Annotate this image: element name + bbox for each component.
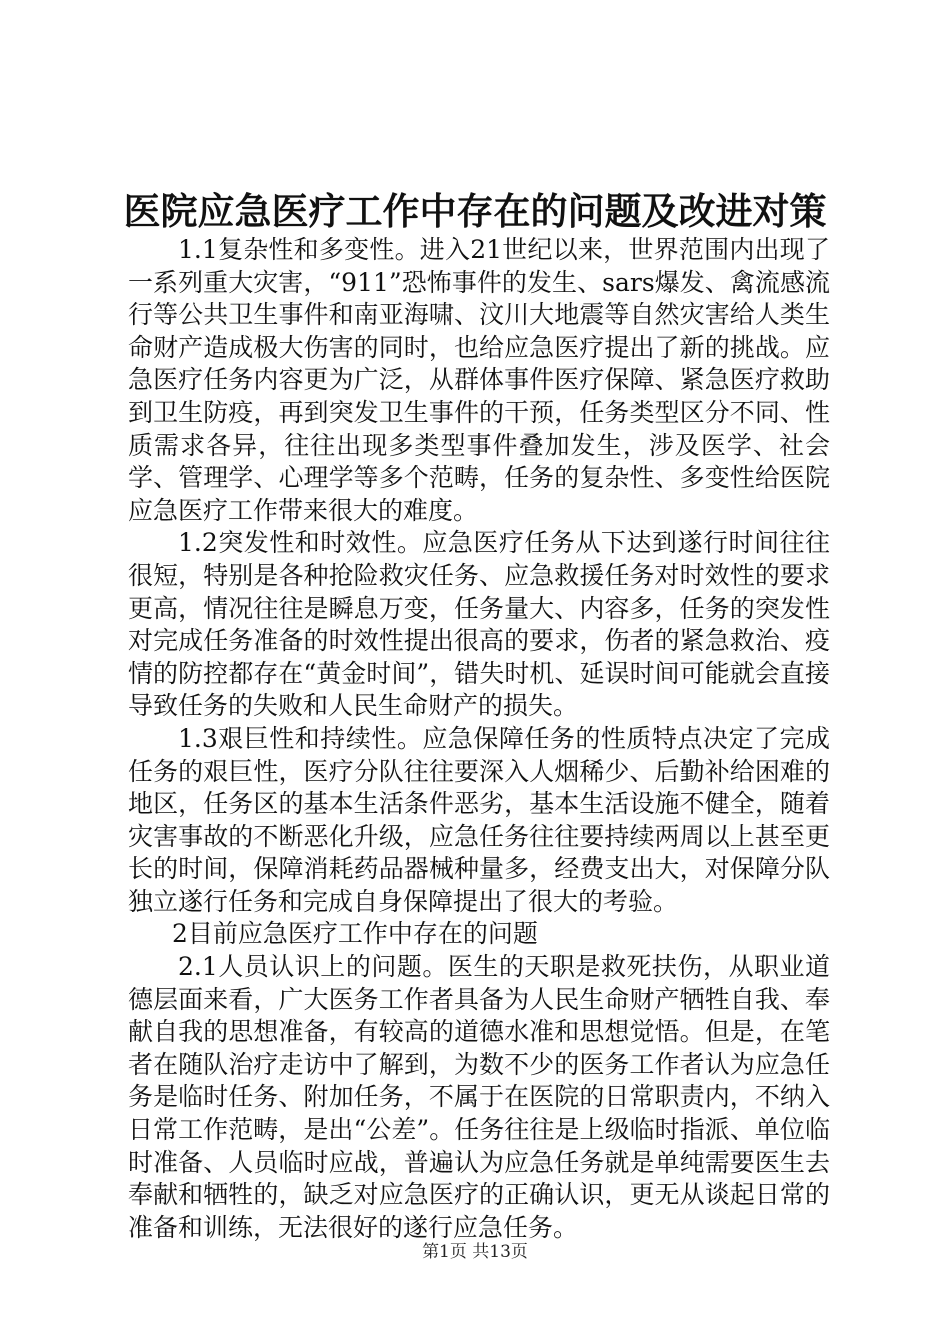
document-title: 医院应急医疗工作中存在的问题及改进对策 [123,189,827,233]
paragraph-1-1: 1.1复杂性和多变性。进入21世纪以来，世界范围内出现了一系列重大灾害，“911”恐怖事件的发生、sars爆发、禽流感流行等公共卫生事件和南亚海啸、汶川大地震等自然灾害给人类生命财产造成极大伤害的同时，也给应急医疗提出了新的挑战。应急医疗任务内容更为广泛，从群体事件医疗保障、紧急医疗救助到卫生防疫，再到突发卫生事件的干预，任务类型区分不同、性质需求各异，往往出现多类型事件叠加发生，涉及医学、社会学、管理学、心理学等多个范畴，任务的复杂性、多变性给医院应急医疗工作带来很大的难度。 [128,235,830,525]
paragraph-1-2: 1.2突发性和时效性。应急医疗任务从下达到遂行时间往往很短，特别是各种抢险救灾任务、应急救援任务对时效性的要求更高，情况往往是瞬息万变，任务量大、内容多，任务的突发性对完成任务准备的时效性提出很高的要求，伤者的紧急救治、疫情的防控都存在“黄金时间”，错失时机、延误时间可能就会直接导致任务的失败和人民生命财产的损失。 [128,528,830,721]
section-heading-2: 2目前应急医疗工作中存在的问题 [172,919,538,949]
paragraph-2-1: 2.1人员认识上的问题。医生的天职是救死扶伤，从职业道德层面来看，广大医务工作者具备为人民生命财产牺牲自我、奉献自我的思想准备，有较高的道德水准和思想觉悟。但是，在笔者在随队治疗走访中了解到，为数不少的医务工作者认为应急任务是临时任务、附加任务，不属于在医院的日常职责内，不纳入日常工作范畴，是出“公差”。任务往往是上级临时指派、单位临时准备、人员临时应战，普遍认为应急任务就是单纯需要医生去奉献和牺牲的，缺乏对应急医疗的正确认识，更无从谈起日常的准备和训练，无法很好的遂行应急任务。 [128,952,830,1242]
document-body [128,234,830,1244]
page-number-footer: 第1页 共13页 [422,1242,528,1262]
paragraph-1-3: 1.3艰巨性和持续性。应急保障任务的性质特点决定了完成任务的艰巨性，医疗分队往往要深入人烟稀少、后勤补给困难的地区，任务区的基本生活条件恶劣，基本生活设施不健全，随着灾害事故的不断恶化升级，应急任务往往要持续两周以上甚至更长的时间，保障消耗药品器械种量多，经费支出大，对保障分队独立遂行任务和完成自身保障提出了很大的考验。 [128,723,830,916]
